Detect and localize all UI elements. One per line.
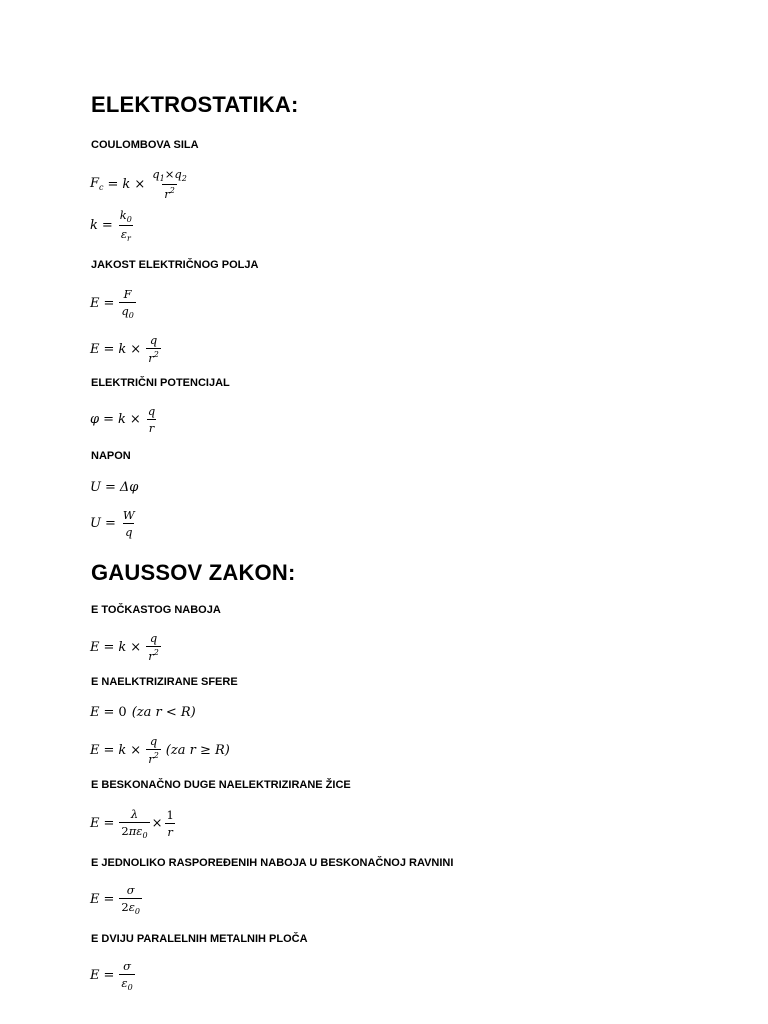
heading-jakost-polja: JAKOST ELEKTRIČNOG POLJA: [91, 259, 259, 271]
heading-zica: E BESKONAČNO DUGE NAELEKTRIZIRANE ŽICE: [91, 779, 351, 791]
formula-field-force: E = $\frac{F}{q_0}$: [90, 287, 134, 320]
formula-potential: φ = k × $\frac{q}{r}$: [90, 404, 156, 435]
formula-coulomb-force: $F_c$ = k × $\frac{q_1\times q_2}{r^2}$: [90, 167, 187, 201]
section-title-gaussov-zakon: GAUSSOV ZAKON:: [91, 560, 296, 585]
formula-infinite-plane: E = $\frac{\sigma}{2\varepsilon_0}$: [90, 883, 140, 916]
heading-tockasti-naboj: E TOČKASTOG NABOJA: [91, 604, 221, 616]
formula-infinite-wire: E = $\frac{\lambda}{2\pi\varepsilon_0}$ × $\frac{1}{r}$: [90, 807, 174, 840]
formula-sphere-inside: E = 0 (za r < R): [90, 705, 196, 720]
formula-field-point: E = k × $\frac{q}{r^2}$: [90, 333, 159, 365]
heading-napon: NAPON: [91, 450, 131, 462]
heading-sfera: E NAELKTRIZIRANE SFERE: [91, 676, 238, 688]
formula-sphere-outside: E = k × $\frac{q}{r^2}$ (za r ≥ R): [90, 734, 230, 766]
heading-coulombova-sila: COULOMBOVA SILA: [91, 139, 199, 151]
formula-k-constant: k = $\frac{k_0}{\varepsilon_r}$: [90, 208, 132, 243]
formula-point-charge: E = k × $\frac{q}{r^2}$: [90, 631, 159, 663]
formula-parallel-plates: E = $\frac{\sigma}{\varepsilon_0}$: [90, 959, 133, 992]
heading-ravnina: E JEDNOLIKO RASPOREĐENIH NABOJA U BESKONAČNOJ RAVNINI: [91, 857, 454, 869]
formula-voltage-work: U = $\frac{W}{q}$: [90, 508, 135, 539]
heading-potencijal: ELEKTRIČNI POTENCIJAL: [91, 377, 230, 389]
formula-voltage-delta: U = Δφ: [90, 480, 139, 495]
heading-ploce: E DVIJU PARALELNIH METALNIH PLOČA: [91, 933, 308, 945]
section-title-elektrostatika: ELEKTROSTATIKA:: [91, 92, 299, 117]
